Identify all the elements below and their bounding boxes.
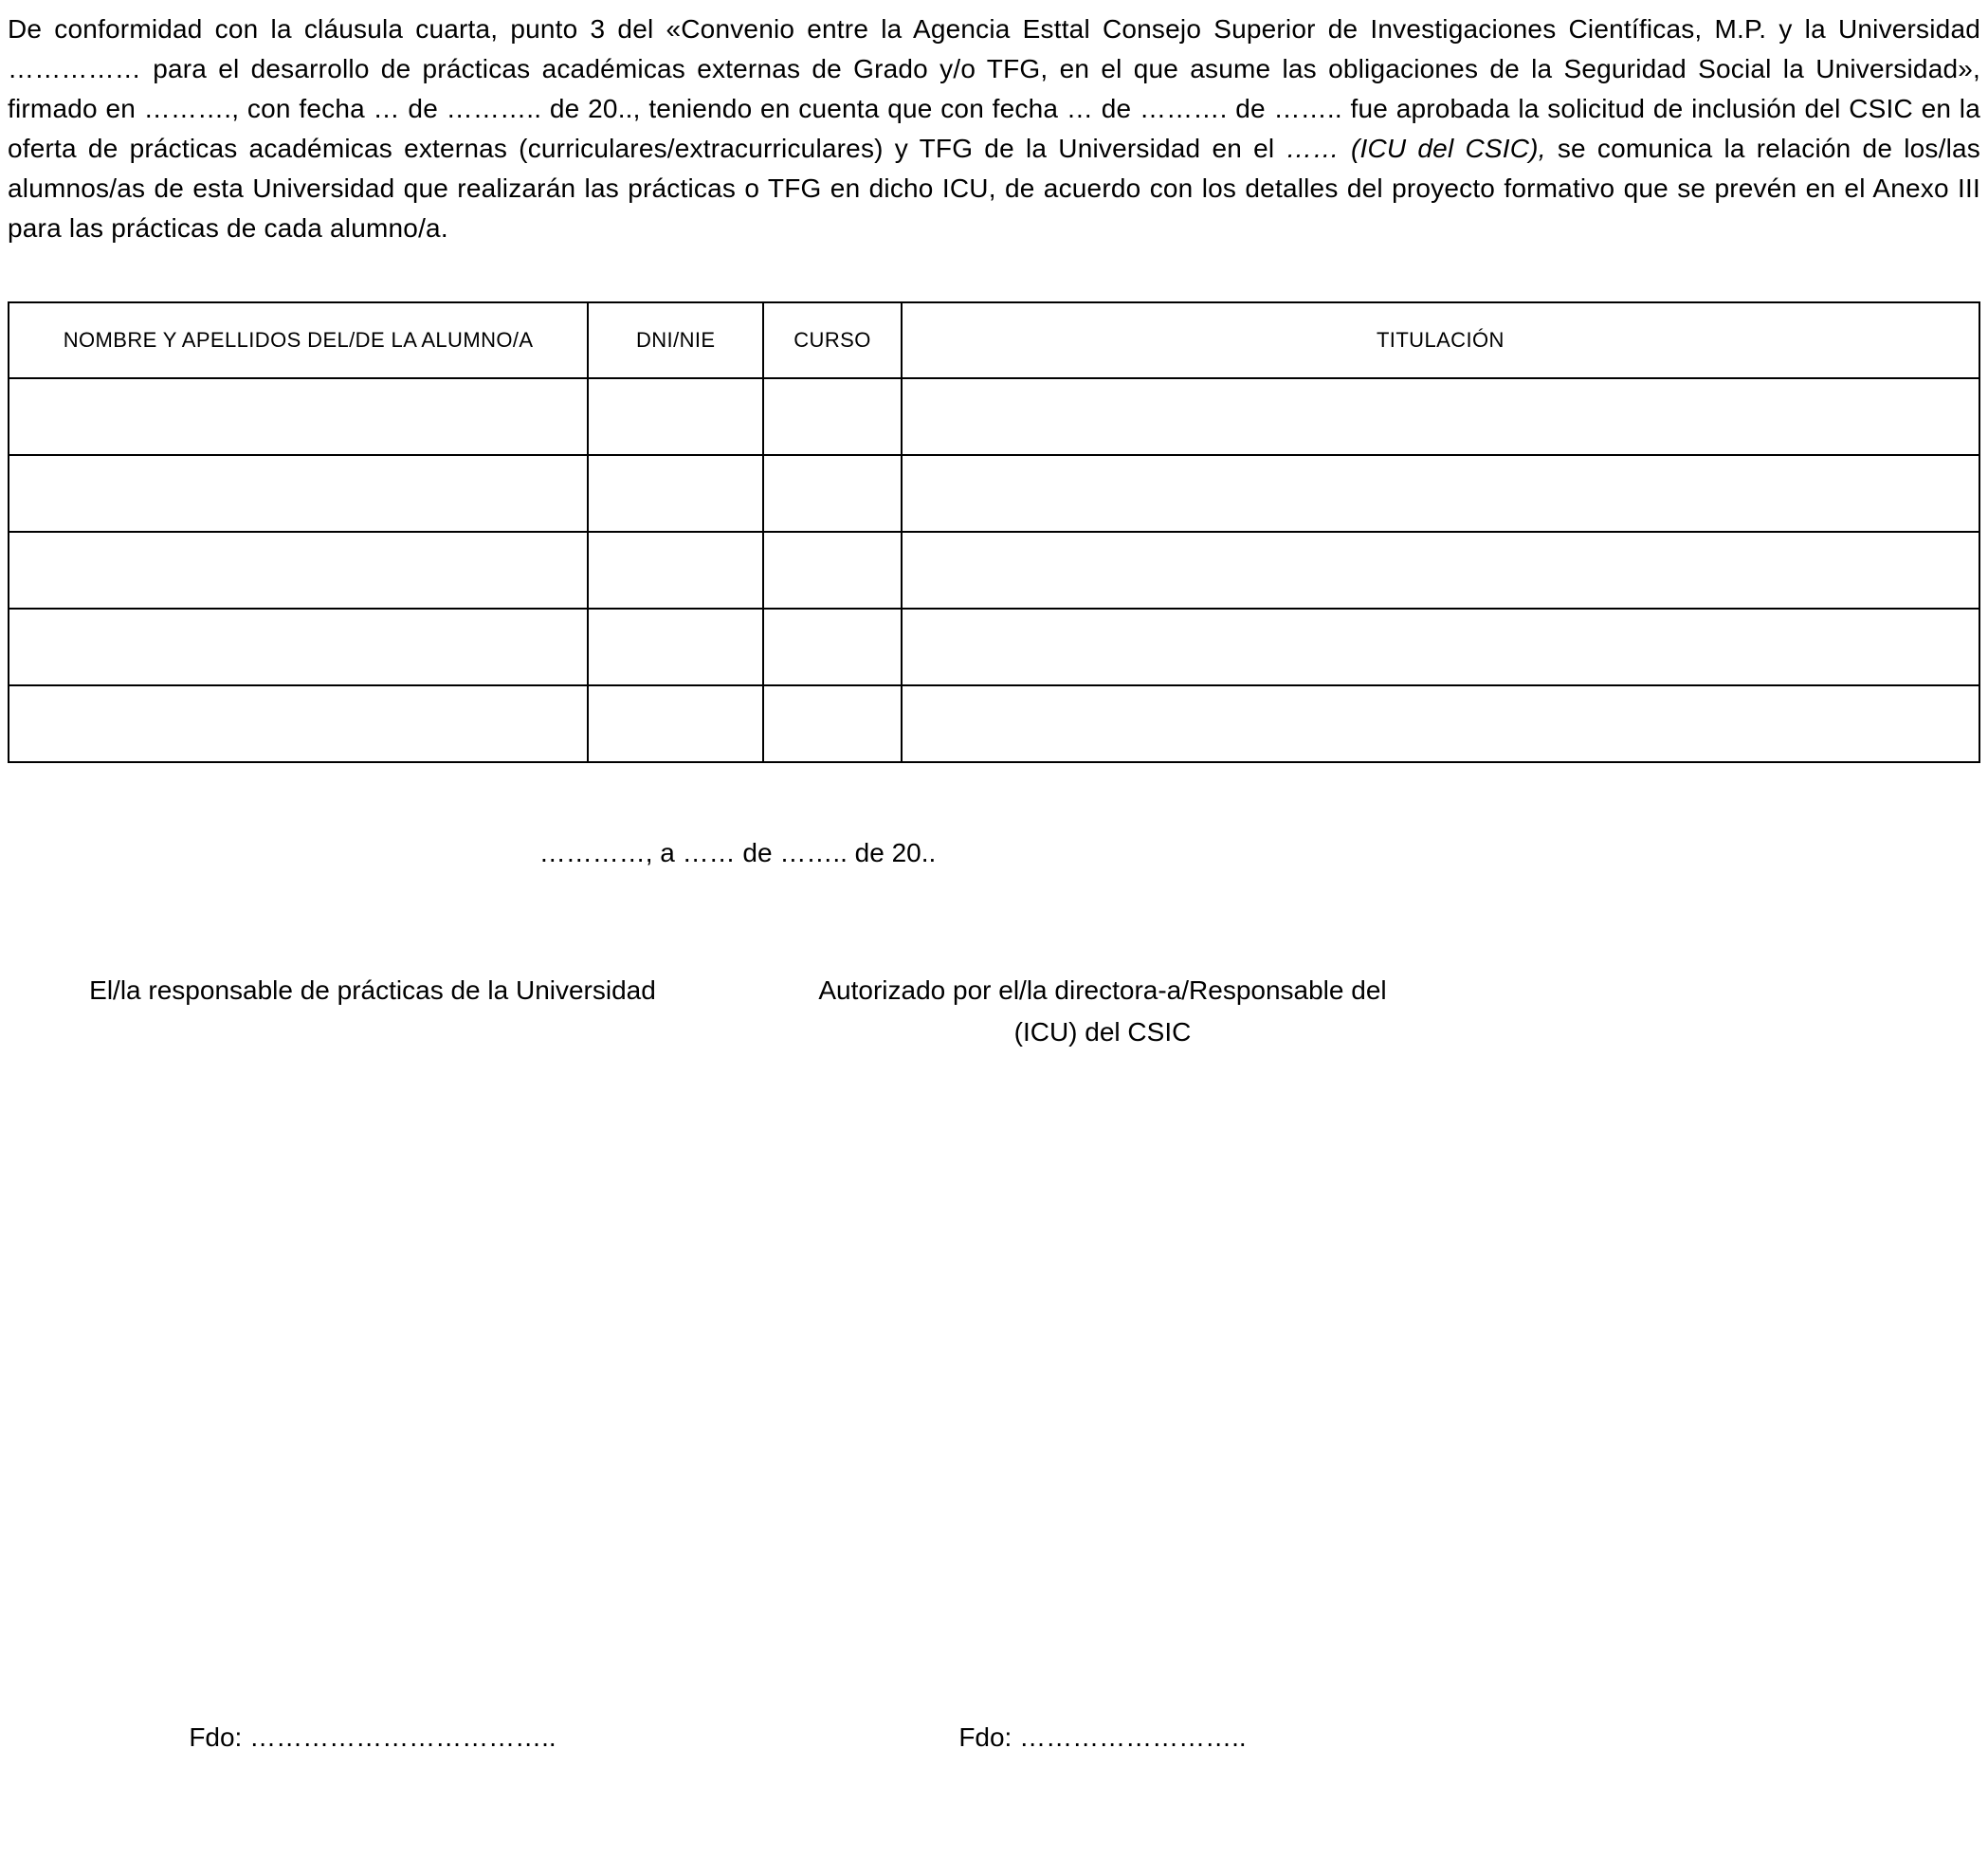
signature-left-title: El/la responsable de prácticas de la Universidad bbox=[89, 975, 656, 1005]
student-cell bbox=[9, 455, 588, 532]
header-dni-nie: DNI/NIE bbox=[588, 302, 763, 378]
header-curso: CURSO bbox=[763, 302, 902, 378]
signature-right-fdo: Fdo: …………………….. bbox=[958, 1722, 1247, 1752]
student-cell bbox=[902, 532, 1979, 609]
student-cell bbox=[763, 378, 902, 455]
student-cell bbox=[9, 685, 588, 762]
student-cell bbox=[588, 378, 763, 455]
date-line: …………, a …… de …….. de 20.. bbox=[538, 838, 937, 867]
lower-content bbox=[8, 833, 1468, 1758]
students-table-body bbox=[9, 378, 1979, 762]
student-row bbox=[9, 685, 1979, 762]
student-row bbox=[9, 455, 1979, 532]
intro-text-italic: …… (ICU del CSIC), bbox=[1286, 134, 1546, 163]
student-cell bbox=[902, 378, 1979, 455]
student-cell bbox=[9, 532, 588, 609]
signature-right-title-line1: Autorizado por el/la directora-a/Responsable del bbox=[818, 975, 1387, 1005]
student-cell bbox=[763, 532, 902, 609]
students-table bbox=[8, 301, 1980, 763]
signature-right-title-line2: (ICU) del CSIC bbox=[1013, 1017, 1192, 1047]
student-row bbox=[9, 378, 1979, 455]
student-cell bbox=[9, 609, 588, 685]
intro-paragraph bbox=[8, 9, 1980, 248]
student-cell bbox=[763, 455, 902, 532]
student-cell bbox=[588, 685, 763, 762]
student-row bbox=[9, 609, 1979, 685]
table-header-row bbox=[9, 302, 1979, 378]
student-cell bbox=[588, 455, 763, 532]
header-titulacion: TITULACIÓN bbox=[902, 302, 1979, 378]
signature-left-fdo: Fdo: …………………………….. bbox=[189, 1722, 556, 1752]
student-cell bbox=[588, 532, 763, 609]
student-cell bbox=[902, 455, 1979, 532]
student-cell bbox=[588, 609, 763, 685]
signature-fdo-row bbox=[8, 1717, 1468, 1758]
student-cell bbox=[763, 685, 902, 762]
student-cell bbox=[902, 685, 1979, 762]
student-cell bbox=[763, 609, 902, 685]
intro-text-part2: se comunica la relación de los/las alumnos/as de esta Universidad que realizarán las prácticas o TFG en dicho ICU, de acuerdo con los detalles del proyecto formativo que se prevén en el Anexo III para las prácticas de cada alumno/a. bbox=[8, 134, 1980, 243]
intro-text-part1: De conformidad con la cláusula cuarta, punto 3 del «Convenio entre la Agencia Esttal Consejo Superior de Investigaciones Científicas, M.P. y la Universidad …………… para el desarrollo de prácticas académicas externas de Grado y/o TFG, en el que asume las obligaciones de la Seguridad Social la Universidad», firmado en ………., con fecha … de ……….. de 20.., teniendo en cuenta que con fecha … de ………. de …….. fue aprobada la solicitud de inclusión del CSIC en la oferta de prácticas académicas externas (curriculares/extracurriculares) y TFG de la Universidad en el bbox=[8, 14, 1980, 163]
signature-titles-row bbox=[8, 970, 1468, 1053]
student-cell bbox=[9, 378, 588, 455]
student-row bbox=[9, 532, 1979, 609]
header-nombre-apellidos: NOMBRE Y APELLIDOS DEL/DE LA ALUMNO/A bbox=[9, 302, 588, 378]
student-cell bbox=[902, 609, 1979, 685]
signature-right-title bbox=[738, 970, 1468, 1053]
